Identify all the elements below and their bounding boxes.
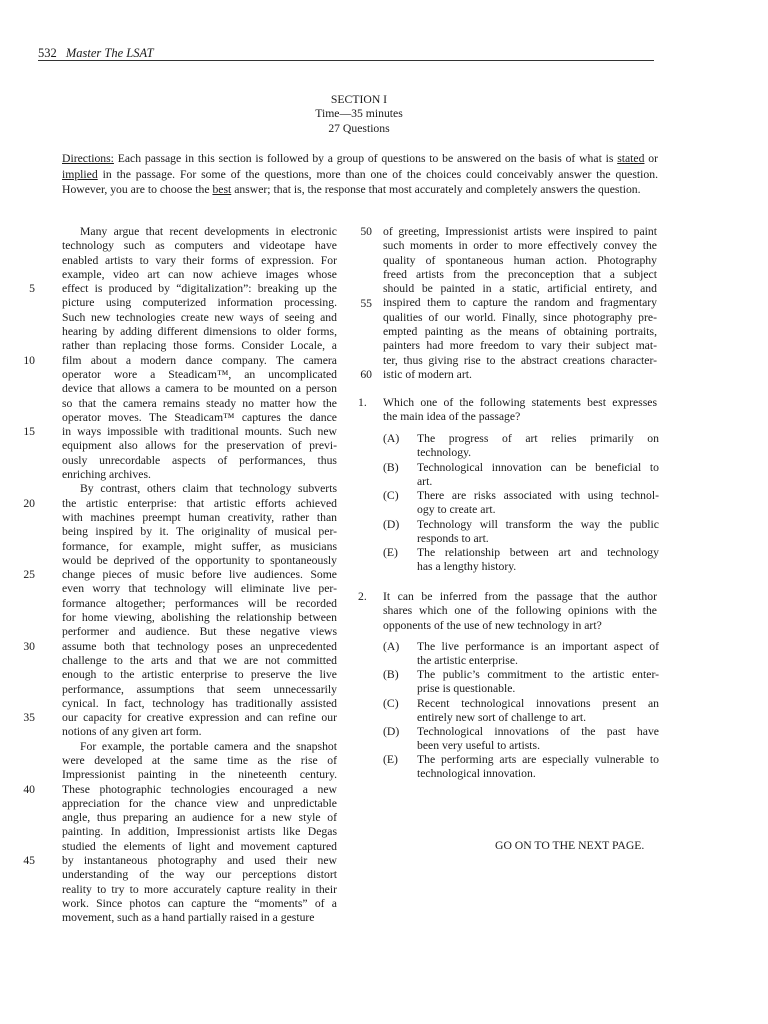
- directions: [62, 151, 658, 198]
- answer-option-text: [417, 753, 659, 782]
- answer-option-text: [417, 461, 659, 490]
- passage-line: performer and audience. But these negative views: [62, 625, 337, 639]
- passage-line: These photographic technologies encouraged a new: [62, 782, 337, 796]
- passage-line: should be painted in a static, artificial entirety, and: [383, 282, 657, 296]
- answer-option-text: [417, 546, 659, 575]
- passage-line: understanding of the way our perceptions distort: [62, 868, 337, 882]
- section-question-count: 27 Questions: [328, 121, 390, 135]
- answer-option-text: [417, 489, 659, 518]
- line-number: 45: [23, 854, 35, 868]
- running-header: [38, 46, 154, 61]
- section-title: SECTION I: [330, 93, 388, 106]
- answer-option-line: Technological innovation can be beneficial to: [417, 461, 659, 474]
- line-number: 60: [360, 368, 372, 381]
- book-title: Master The LSAT: [65, 46, 154, 60]
- question-stem: [383, 396, 657, 425]
- question-number: 2.: [358, 590, 367, 603]
- passage-line: rather than replacing those forms. Consider Locale, a: [62, 339, 337, 353]
- passage-line: angle, thus preparing an audience for a new style of: [62, 811, 337, 825]
- passage-line: the artistic enterprise: that artistic efforts achieved: [62, 496, 337, 510]
- answer-option-label: (B): [383, 668, 399, 681]
- passage-line: operator wore a Steadicam™, an uncomplicated: [62, 367, 337, 381]
- passage-line: istic of modern art.: [383, 367, 472, 381]
- passage-line: by instantaneous photography and used their new: [62, 854, 337, 868]
- passage-line: example, video art can now achieve images whose: [62, 267, 337, 281]
- passage-line: quality of spontaneous human action. Photography: [383, 253, 657, 267]
- answer-option-line: There are risks associated with using technol-: [417, 489, 659, 502]
- line-number: 25: [23, 568, 35, 582]
- question-stem-line: Which one of the following statements best expresses: [383, 396, 657, 409]
- passage-line: effect is produced by “digitalization”: breaking up the: [62, 282, 337, 296]
- answer-option-line: The public’s commitment to the artistic enter-: [417, 668, 659, 681]
- passage-line: ter, thus giving rise to the abstract creations character-: [383, 353, 657, 367]
- answer-option[interactable]: [383, 461, 659, 490]
- passage-line: painting. In addition, Impressionist artists like Degas: [62, 825, 337, 839]
- directions-text-1: Each passage in this section is followed by a group of questions to be answered on the basis of what is: [113, 152, 618, 165]
- answer-option-line: has a lengthy history.: [417, 560, 517, 574]
- answer-option-label: (A): [383, 432, 400, 445]
- directions-text-3: in the passage. For some of the questions, more than one of the choices could conceivably answer the question. However, you are to choose the: [62, 167, 658, 197]
- passage-line: enough to the artistic enterprise to preserve the live: [62, 668, 337, 682]
- passage-line: notions of any given art form.: [62, 725, 202, 739]
- question-stem-line: shares which one of the following opinions with the: [383, 604, 657, 618]
- question-stem: [383, 590, 657, 633]
- section-heading: [0, 93, 718, 136]
- question-stem-line: opponents of the use of new technology in art?: [383, 618, 602, 632]
- passage-line: appreciation for the chance view and unpredictable: [62, 796, 337, 810]
- directions-label: Directions:: [62, 152, 114, 165]
- answer-option-label: (C): [383, 489, 399, 502]
- answer-option-line: Technological innovations of the past have: [417, 725, 659, 738]
- passage-line: hearing by adding different dimensions to older forms,: [62, 325, 337, 339]
- passage-line: with machines preempt human creativity, rather than: [62, 510, 337, 524]
- line-number: 5: [29, 282, 35, 296]
- passage-line: technology such as computers and videotape have: [62, 239, 337, 253]
- line-number: 50: [360, 225, 372, 238]
- answer-option[interactable]: [383, 546, 659, 575]
- answer-option-label: (D): [383, 518, 400, 531]
- passage-line: work. Since photos can capture the “moments” of a: [62, 896, 337, 910]
- answer-option-text: [417, 432, 659, 461]
- question-stem-line: the main idea of the passage?: [383, 410, 521, 424]
- passage-line: reality to try to more accurately capture reality in their: [62, 882, 337, 896]
- passage-line: enriching archives.: [62, 468, 151, 482]
- answer-option-label: (E): [383, 753, 398, 766]
- answer-option-line: The progress of art relies primarily on: [417, 432, 659, 445]
- answer-option-text: [417, 518, 659, 547]
- passage-line: equipment also allows for the preservation of previ-: [62, 439, 337, 453]
- passage-line: operator moves. The Steadicam™ captures the dance: [62, 410, 337, 424]
- passage-line: qualities of our world. Finally, since photography pre-: [383, 310, 657, 324]
- passage-line: performance, assumptions that seem unnecessarily: [62, 682, 337, 696]
- passage-line: By contrast, others claim that technology subverts: [80, 482, 337, 496]
- passage-line: such moments in order to more effectively convey the: [383, 239, 657, 253]
- passage-line: painters had more freedom to vary their subject mat-: [383, 339, 657, 353]
- line-number: 20: [23, 496, 35, 510]
- answer-option-line: entirely new sort of challenge to art.: [417, 711, 587, 725]
- answer-option[interactable]: [383, 489, 659, 518]
- passage-line: studied the elements of light and movement captured: [62, 839, 337, 853]
- answer-option-line: the artistic enterprise.: [417, 654, 518, 668]
- directions-stated: stated: [617, 152, 645, 165]
- answer-option[interactable]: [383, 668, 659, 697]
- directions-text-2: or: [644, 152, 658, 165]
- passage-line: enabled artists to vary their forms of expression. For: [62, 253, 337, 267]
- passage-line: device that allows a camera to be mounted on a person: [62, 382, 337, 396]
- line-number: 40: [23, 782, 35, 796]
- answer-option-label: (D): [383, 725, 400, 738]
- passage-line: empted painting as the means of obtaining portraits,: [383, 325, 657, 339]
- passage-line: inspired them to capture the random and fragmentary: [383, 296, 657, 310]
- passage-column-right: [383, 225, 657, 382]
- passage-line: so that the camera remains steady no matter how the: [62, 396, 337, 410]
- line-number: 35: [23, 711, 35, 725]
- answer-option-line: art.: [417, 475, 433, 489]
- answer-option[interactable]: [383, 518, 659, 547]
- passage-line: would be deprived of the opportunity to spontaneously: [62, 553, 337, 567]
- section-time: Time—35 minutes: [315, 107, 403, 121]
- question-number: 1.: [358, 396, 367, 409]
- passage-line: picture using computerized information processing.: [62, 296, 337, 310]
- answer-option-line: Technology will transform the way the public: [417, 518, 659, 531]
- passage-line: even worry that technology will eliminate live per-: [62, 582, 337, 596]
- answer-option-line: The relationship between art and technology: [417, 546, 659, 559]
- header-rule: [38, 60, 654, 61]
- passage-line: Many argue that recent developments in electronic: [80, 225, 337, 238]
- line-number: 55: [360, 296, 372, 310]
- passage-line: change pieces of music before live audiences. Some: [62, 568, 337, 582]
- passage-line: challenge to the arts and that we are not committed: [62, 653, 337, 667]
- passage-line: our capacity for creative expression and can refine our: [62, 711, 337, 725]
- answer-option-label: (E): [383, 546, 398, 559]
- passage-line: formance, for example, might suffer, as musicians: [62, 539, 337, 553]
- answer-option-text: [417, 697, 659, 726]
- passage-line: in ways impossible with traditional mounts. Such new: [62, 425, 337, 439]
- answer-option-label: (C): [383, 697, 399, 710]
- passage-line: assume both that technology poses an unprecedented: [62, 639, 337, 653]
- answer-option[interactable]: [383, 697, 659, 726]
- answer-option-line: technology.: [417, 446, 472, 460]
- answer-option-line: The performing arts are especially vulnerable to: [417, 753, 659, 766]
- answer-option-line: responds to art.: [417, 532, 489, 546]
- directions-text-4: answer; that is, the response that most accurately and completely answers the question.: [231, 183, 641, 197]
- answer-option-line: been very useful to artists.: [417, 739, 541, 753]
- passage-line: Impressionist painting in the nineteenth century.: [62, 768, 337, 782]
- passage-line: formance altogether; performances will be recorded: [62, 596, 337, 610]
- directions-best: best: [212, 183, 232, 197]
- answer-option[interactable]: [383, 640, 659, 669]
- answer-option-line: prise is questionable.: [417, 682, 516, 696]
- passage-line: For example, the portable camera and the snapshot: [80, 739, 337, 753]
- answer-option[interactable]: [383, 753, 659, 782]
- answer-option-label: (A): [383, 640, 400, 653]
- question-stem-line: It can be inferred from the passage that the author: [383, 590, 657, 603]
- answer-option[interactable]: [383, 725, 659, 754]
- answer-option-line: Recent technological innovations present an: [417, 697, 659, 710]
- passage-line: were developed at the same time as the rise of: [62, 753, 337, 767]
- answer-option-line: The live performance is an important aspect of: [417, 640, 659, 653]
- passage-line: of greeting, Impressionist artists were inspired to paint: [383, 225, 657, 238]
- passage-line: ously unrecordable aspects of performances, thus: [62, 453, 337, 467]
- passage-line: for home viewing, abolishing the relationship between: [62, 611, 337, 625]
- answer-option[interactable]: [383, 432, 659, 461]
- passage-line: freed artists from the preconception that a subject: [383, 267, 657, 281]
- next-page-notice: GO ON TO THE NEXT PAGE.: [495, 839, 645, 852]
- answer-option-text: [417, 725, 659, 754]
- answer-option-line: technological innovation.: [417, 767, 536, 781]
- answer-option-line: ogy to create art.: [417, 503, 496, 517]
- answer-option-text: [417, 640, 659, 669]
- directions-implied: implied: [62, 167, 98, 181]
- passage-line: film about a modern dance company. The camera: [62, 353, 337, 367]
- page-number: 532: [38, 46, 57, 60]
- answer-option-text: [417, 668, 659, 697]
- line-number: 15: [23, 425, 35, 439]
- passage-line: cynical. In fact, technology has traditionally assisted: [62, 696, 337, 710]
- passage-column-left: [62, 225, 337, 926]
- line-number: 30: [23, 639, 35, 653]
- line-number: 10: [23, 353, 35, 367]
- answer-option-label: (B): [383, 461, 399, 474]
- passage-line: Such new technologies create new ways of seeing and: [62, 310, 337, 324]
- passage-line: movement, such as a hand partially raised in a gesture: [62, 911, 315, 925]
- passage-line: being inspired by it. The originality of musical per-: [62, 525, 337, 539]
